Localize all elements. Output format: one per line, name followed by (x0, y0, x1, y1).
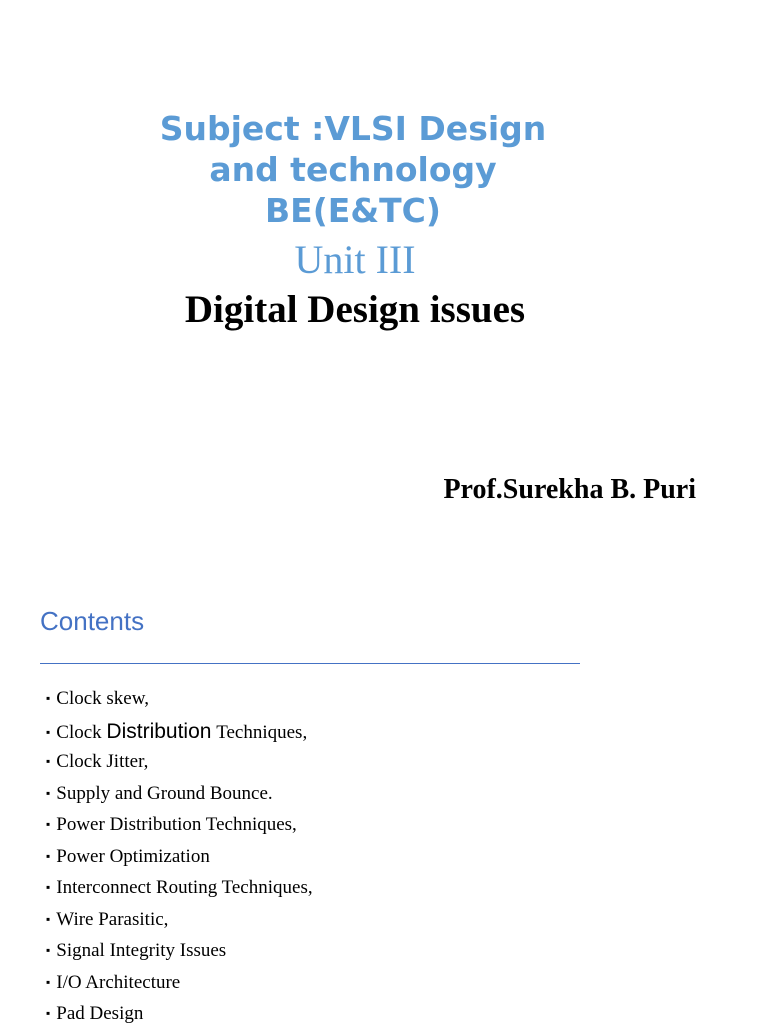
list-item-text: Clock Jitter, (56, 751, 149, 772)
list-item (46, 909, 313, 941)
list-item (46, 846, 313, 878)
list-item (46, 783, 313, 815)
bullet-icon: ▪ (46, 880, 51, 894)
unit-label: Unit III (294, 237, 416, 282)
bullet-icon: ▪ (46, 911, 51, 926)
list-item (46, 940, 313, 972)
list-item (46, 688, 313, 720)
list-item-text: Power Optimization (56, 845, 210, 867)
bullet-icon: ▪ (46, 785, 51, 800)
heading-underline (40, 663, 580, 664)
bullet-icon: ▪ (46, 943, 51, 957)
list-item-text: Clock skew, (56, 688, 149, 709)
subject-line-2: and technology (209, 150, 497, 189)
list-item-text: Clock (56, 721, 102, 743)
list-item-text: Wire Parasitic, (56, 908, 169, 930)
contents-heading: Contents (40, 606, 145, 636)
list-item (46, 1003, 313, 1035)
list-item-text: Supply and Ground Bounce. (56, 782, 273, 804)
contents-slide (0, 576, 768, 1024)
bullet-icon: ▪ (46, 754, 51, 768)
bullet-icon: ▪ (46, 724, 51, 739)
topic-title: Digital Design issues (184, 288, 526, 331)
subject-line-3: BE(E&TC) (265, 191, 441, 230)
list-item-text: Interconnect Routing Techniques, (56, 877, 313, 898)
list-item-text: Power Distribution Techniques, (56, 814, 297, 835)
list-item-text: Signal Integrity Issues (56, 940, 227, 961)
list-item (46, 720, 313, 752)
bullet-icon: ▪ (46, 1006, 51, 1020)
list-item-text: Pad Design (56, 1003, 144, 1024)
topic-list (46, 688, 313, 1035)
list-item (46, 972, 313, 1004)
list-item (46, 877, 313, 909)
list-item-text: I/O Architecture (56, 971, 181, 993)
subject-title (0, 108, 706, 231)
bullet-icon: ▪ (46, 974, 51, 989)
bullet-icon: ▪ (46, 691, 51, 705)
list-item-emphasis: Distribution (106, 719, 212, 743)
list-item (46, 751, 313, 783)
bullet-icon: ▪ (46, 848, 51, 863)
list-item-text-rest: Techniques, (216, 721, 308, 743)
bullet-icon: ▪ (46, 817, 51, 831)
author-name: Prof.Surekha B. Puri (443, 474, 696, 505)
list-item (46, 814, 313, 846)
subject-line-1: Subject :VLSI Design (159, 109, 547, 148)
